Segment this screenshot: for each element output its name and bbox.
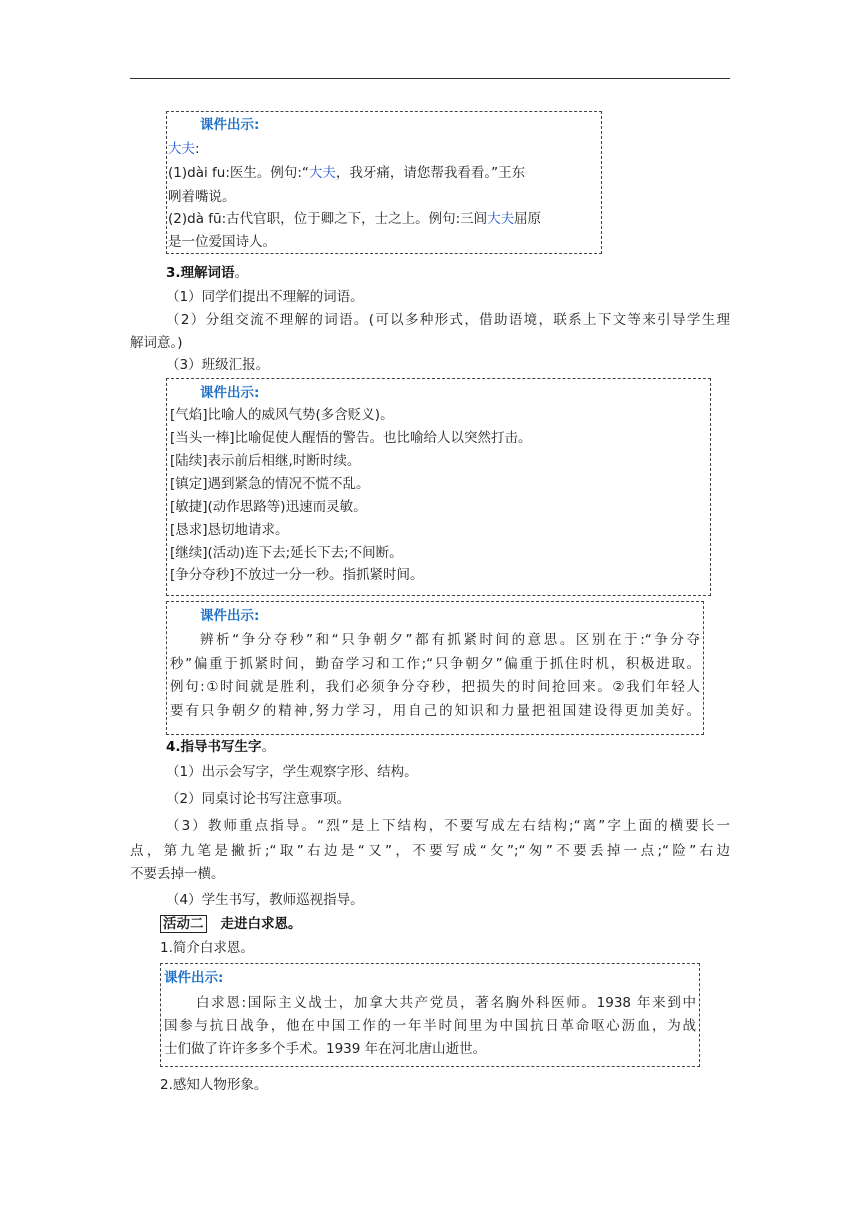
paragraph: （3）教师重点指导。“烈”是上下结构，不要写成左右结构;“离”字上面的横要长一 — [166, 818, 730, 834]
term-line: 大夫: — [168, 141, 200, 157]
box-line: 例句:①时间就是胜利，我们必须争分夺秒，把损失的时间抢回来。②我们年轻人 — [170, 679, 700, 695]
vocab-item: [当头一棒]比喻促使人醒悟的警告。也比喻给人以突然打击。 — [170, 430, 532, 446]
definition-1: (1)dài fu:医生。例句:“大夫，我牙痛，请您帮我看看。”王东 — [168, 165, 526, 181]
paragraph-cont: 不要丢掉一横。 — [130, 866, 225, 882]
paragraph: （2）分组交流不理解的词语。(可以多种形式，借助语境，联系上下文等来引导学生理 — [166, 312, 730, 328]
box-heading: 课件出示: — [200, 608, 260, 624]
section-title-4: 4.指导书写生字。 — [166, 739, 276, 755]
paragraph-cont: 解词意。) — [130, 335, 183, 351]
term: 大夫 — [168, 141, 195, 157]
box-line: 辨析“争分夺秒”和“只争朝夕”都有抓紧时间的意思。区别在于:“争分夺 — [200, 632, 700, 648]
subsection-title: 2.感知人物形象。 — [160, 1077, 268, 1093]
paragraph: （3）班级汇报。 — [166, 357, 270, 373]
vocab-item: [敏捷](动作思路等)迅速而灵敏。 — [170, 499, 367, 515]
vocab-item: [镇定]遇到紧急的情况不慌不乱。 — [170, 476, 370, 492]
vocab-item: [陆续]表示前后相继,时断时续。 — [170, 453, 361, 469]
box-line: 秒”偏重于抓紧时间，勤奋学习和工作;“只争朝夕”偏重于抓住时机，积极进取。 — [170, 656, 700, 672]
box-line: 白求恩:国际主义战士，加拿大共产党员，著名胸外科医师。1938 年来到中 — [196, 995, 696, 1011]
box-heading: 课件出示: — [200, 117, 260, 133]
box-line: 要有只争朝夕的精神,努力学习，用自己的知识和力量把祖国建设得更加美好。 — [170, 703, 700, 719]
subsection-title: 1.简介白求恩。 — [160, 940, 254, 956]
paragraph-cont: 点，第九笔是撇折;“取”右边是“又”，不要写成“攵”;“匆”不要丢掉一点;“险”右边 — [130, 843, 730, 859]
paragraph: （2）同桌讨论书写注意事项。 — [166, 791, 351, 807]
definition-2-cont: 是一位爱国诗人。 — [168, 234, 276, 250]
box-heading: 课件出示: — [164, 970, 224, 986]
box-heading: 课件出示: — [200, 385, 260, 401]
vocab-item: [争分夺秒]不放过一分一秒。指抓紧时间。 — [170, 567, 424, 583]
activity-title: 走进白求恩。 — [220, 916, 302, 932]
section-title-3: 3.理解词语。 — [166, 265, 249, 281]
activity-tag: 活动二 — [160, 915, 207, 933]
definition-1-cont: 咧着嘴说。 — [168, 189, 236, 205]
box-line: 国参与抗日战争，他在中国工作的一年半时间里为中国抗日革命呕心沥血，为战 — [164, 1018, 696, 1034]
vocab-item: [恳求]恳切地请求。 — [170, 522, 289, 538]
paragraph: （1）出示会写字，学生观察字形、结构。 — [166, 764, 418, 780]
paragraph: （1）同学们提出不理解的词语。 — [166, 289, 364, 305]
box-line: 士们做了许许多多个手术。1939 年在河北唐山逝世。 — [164, 1041, 487, 1057]
paragraph: （4）学生书写，教师巡视指导。 — [166, 892, 364, 908]
vocab-item: [继续](活动)连下去;延长下去;不间断。 — [170, 545, 403, 561]
vocab-item: [气焰]比喻人的威风气势(多含贬义)。 — [170, 407, 394, 423]
activity-heading — [160, 912, 302, 936]
definition-2: (2)dà fū:古代官职，位于卿之下，士之上。例句:三闾大夫屈原 — [168, 211, 542, 227]
header-rule — [130, 78, 730, 79]
